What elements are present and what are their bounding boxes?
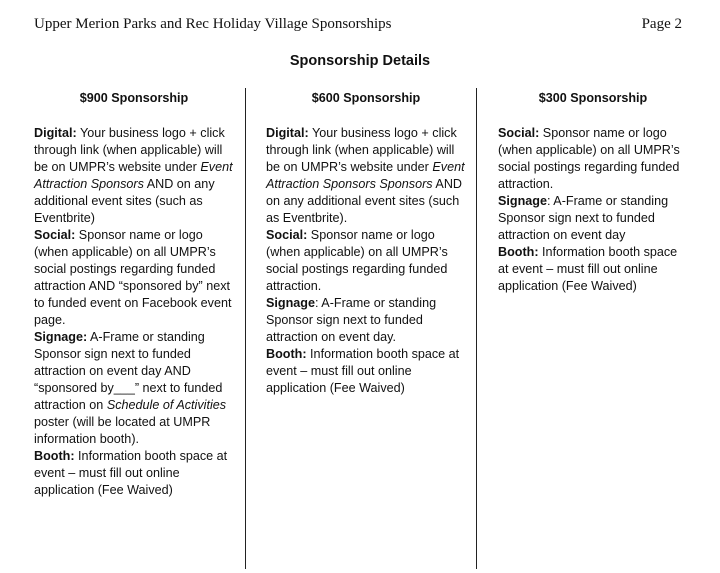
digital-text-2: AND on any additional event sites (such as Eventbrite) — [34, 177, 215, 225]
page-header — [34, 16, 682, 33]
booth-benefit — [266, 346, 466, 397]
page-number: Page 2 — [641, 16, 682, 32]
booth-text: Information booth space at event – must fill out online application (Fee Waived) — [498, 245, 678, 293]
column-divider-1 — [245, 88, 246, 569]
column-600 — [266, 90, 466, 397]
digital-italic: Event Attraction Sponsors — [34, 160, 233, 191]
column-300 — [498, 90, 688, 295]
digital-label: Digital: — [34, 126, 77, 140]
social-label: Social: — [34, 228, 76, 242]
signage-benefit — [34, 329, 234, 448]
social-benefit — [498, 125, 688, 193]
section-title: Sponsorship Details — [289, 53, 431, 69]
booth-text: Information booth space at event – must fill out online application (Fee Waived) — [34, 449, 228, 497]
signage-benefit — [266, 295, 466, 346]
signage-label: Signage — [498, 194, 547, 208]
column-900 — [34, 90, 234, 499]
social-text: Sponsor name or logo (when applicable) on all UMPR’s social postings regarding funded attraction. — [266, 228, 448, 293]
column-heading: $300 Sponsorship — [538, 91, 648, 105]
digital-text: Your business logo + click through link (when applicable) will be on UMPR’s website under — [266, 126, 457, 174]
social-text: Sponsor name or logo (when applicable) on all UMPR’s social postings regarding funded attraction AND “sponsored by” next to funded event on Facebook event page. — [34, 228, 232, 327]
digital-benefit — [266, 125, 466, 227]
booth-benefit — [498, 244, 688, 295]
signage-text: A-Frame or standing Sponsor sign next to funded attraction on event day AND “sponsored by___” next to funded attraction on — [34, 330, 223, 412]
signage-label: Signage: — [34, 330, 88, 344]
social-text: Sponsor name or logo (when applicable) on all UMPR’s social postings regarding funded attraction. — [498, 126, 680, 191]
digital-italic: Event Attraction Sponsors Sponsors — [266, 160, 465, 191]
social-label: Social: — [498, 126, 540, 140]
signage-text: : A-Frame or standing Sponsor sign next to funded attraction on event day — [498, 194, 669, 242]
booth-label: Booth: — [498, 245, 539, 259]
signage-text: : A-Frame or standing Sponsor sign next to funded attraction on event day. — [266, 296, 437, 344]
digital-label: Digital: — [266, 126, 309, 140]
signage-label: Signage — [266, 296, 315, 310]
booth-label: Booth: — [266, 347, 307, 361]
booth-text: Information booth space at event – must fill out online application (Fee Waived) — [266, 347, 460, 395]
column-divider-2 — [476, 88, 477, 569]
column-heading: $900 Sponsorship — [79, 91, 189, 105]
digital-benefit — [34, 125, 234, 227]
social-benefit — [34, 227, 234, 329]
column-heading: $600 Sponsorship — [311, 91, 421, 105]
document-title: Upper Merion Parks and Rec Holiday Village Sponsorships — [34, 16, 392, 32]
signage-benefit — [498, 193, 688, 244]
booth-benefit — [34, 448, 234, 499]
booth-label: Booth: — [34, 449, 75, 463]
signage-italic: Schedule of Activities — [106, 398, 227, 412]
signage-text-2: poster (will be located at UMPR information booth). — [34, 415, 211, 446]
digital-text-2: AND on any additional event sites (such as Eventbrite). — [266, 177, 463, 225]
digital-text: Your business logo + click through link (when applicable) will be on UMPR’s website under — [34, 126, 225, 174]
social-label: Social: — [266, 228, 308, 242]
social-benefit — [266, 227, 466, 295]
